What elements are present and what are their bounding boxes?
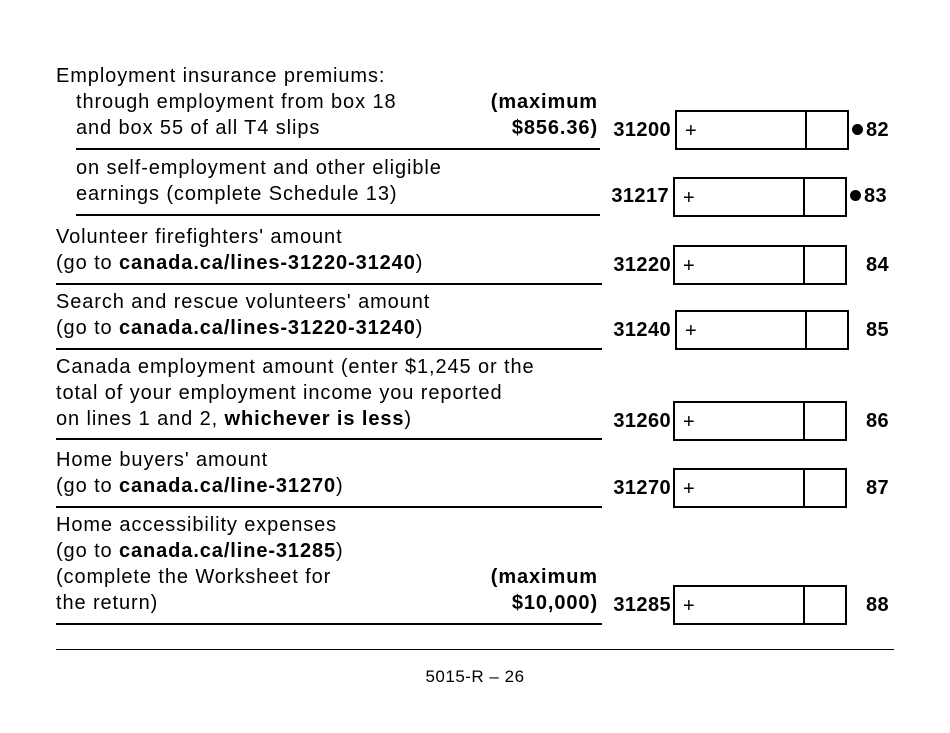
line-number-84: 84 (866, 254, 890, 276)
footer-divider (56, 649, 894, 650)
cea-desc-2: total of your employment income you reported (56, 382, 503, 404)
home-access-max-label: (maximum (490, 566, 598, 588)
cents-field-31217[interactable] (803, 179, 843, 215)
cea-desc-3: on lines 1 and 2, whichever is less) (56, 408, 412, 430)
line-code-31200: 31200 (613, 119, 671, 141)
line-number-87: 87 (866, 477, 890, 499)
home-buyers-desc-2: (go to canada.ca/line-31270) (56, 475, 344, 497)
home-access-link[interactable]: canada.ca/line-31285 (119, 540, 337, 562)
amount-field-31217[interactable] (673, 177, 847, 217)
ei-employment-desc-1: through employment from box 18 (76, 91, 397, 113)
divider (56, 348, 602, 350)
plus-sign: + (683, 595, 695, 617)
home-access-desc-4: the return) (56, 592, 159, 614)
amount-field-31240[interactable] (675, 310, 849, 350)
ei-self-employment-desc-2: earnings (complete Schedule 13) (76, 183, 398, 205)
home-access-desc-1: Home accessibility expenses (56, 514, 338, 536)
line-code-31260: 31260 (613, 410, 671, 432)
plus-sign: + (683, 478, 695, 500)
bullet-icon (850, 190, 861, 201)
plus-sign: + (683, 255, 695, 277)
plus-sign: + (685, 120, 697, 142)
amount-field-31260[interactable] (673, 401, 847, 441)
bullet-icon (852, 124, 863, 135)
cea-desc-1: Canada employment amount (enter $1,245 or the (56, 356, 535, 378)
divider (76, 148, 600, 150)
home-access-desc-2: (go to canada.ca/line-31285) (56, 540, 344, 562)
home-buyers-link[interactable]: canada.ca/line-31270 (119, 475, 337, 497)
page-number: 5015-R – 26 (425, 667, 525, 686)
cents-field-31200[interactable] (805, 112, 845, 148)
cents-field-31260[interactable] (803, 403, 843, 439)
amount-field-31200[interactable] (675, 110, 849, 150)
divider (56, 623, 602, 625)
firefighters-desc-2: (go to canada.ca/lines-31220-31240) (56, 252, 424, 274)
home-buyers-desc-1: Home buyers' amount (56, 449, 269, 471)
cents-field-31285[interactable] (803, 587, 843, 623)
divider (56, 506, 602, 508)
ei-max-label: (maximum (490, 91, 598, 113)
home-access-desc-3: (complete the Worksheet for (56, 566, 332, 588)
amount-field-31220[interactable] (673, 245, 847, 285)
home-access-max-amount: $10,000) (511, 592, 598, 614)
line-number-83: 83 (864, 185, 888, 207)
line-code-31240: 31240 (613, 319, 671, 341)
search-rescue-desc-1: Search and rescue volunteers' amount (56, 291, 431, 313)
amount-field-31270[interactable] (673, 468, 847, 508)
ei-self-employment-desc-1: on self-employment and other eligible (76, 157, 442, 179)
firefighters-link[interactable]: canada.ca/lines-31220-31240 (119, 252, 416, 274)
plus-sign: + (683, 187, 695, 209)
plus-sign: + (685, 320, 697, 342)
cents-field-31270[interactable] (803, 470, 843, 506)
plus-sign: + (683, 411, 695, 433)
cents-field-31220[interactable] (803, 247, 843, 283)
amount-field-31285[interactable] (673, 585, 847, 625)
ei-employment-desc-2: and box 55 of all T4 slips (76, 117, 321, 139)
line-code-31217: 31217 (611, 185, 669, 207)
divider (56, 283, 602, 285)
divider (76, 214, 600, 216)
line-code-31285: 31285 (613, 594, 671, 616)
line-number-82: 82 (866, 119, 890, 141)
line-number-88: 88 (866, 594, 890, 616)
line-number-85: 85 (866, 319, 890, 341)
firefighters-desc-1: Volunteer firefighters' amount (56, 226, 343, 248)
ei-max-amount: $856.36) (511, 117, 598, 139)
line-number-86: 86 (866, 410, 890, 432)
ei-premiums-heading: Employment insurance premiums: (56, 65, 386, 87)
line-code-31220: 31220 (613, 254, 671, 276)
search-rescue-desc-2: (go to canada.ca/lines-31220-31240) (56, 317, 424, 339)
divider (56, 438, 602, 440)
search-rescue-link[interactable]: canada.ca/lines-31220-31240 (119, 317, 416, 339)
cents-field-31240[interactable] (805, 312, 845, 348)
line-code-31270: 31270 (613, 477, 671, 499)
